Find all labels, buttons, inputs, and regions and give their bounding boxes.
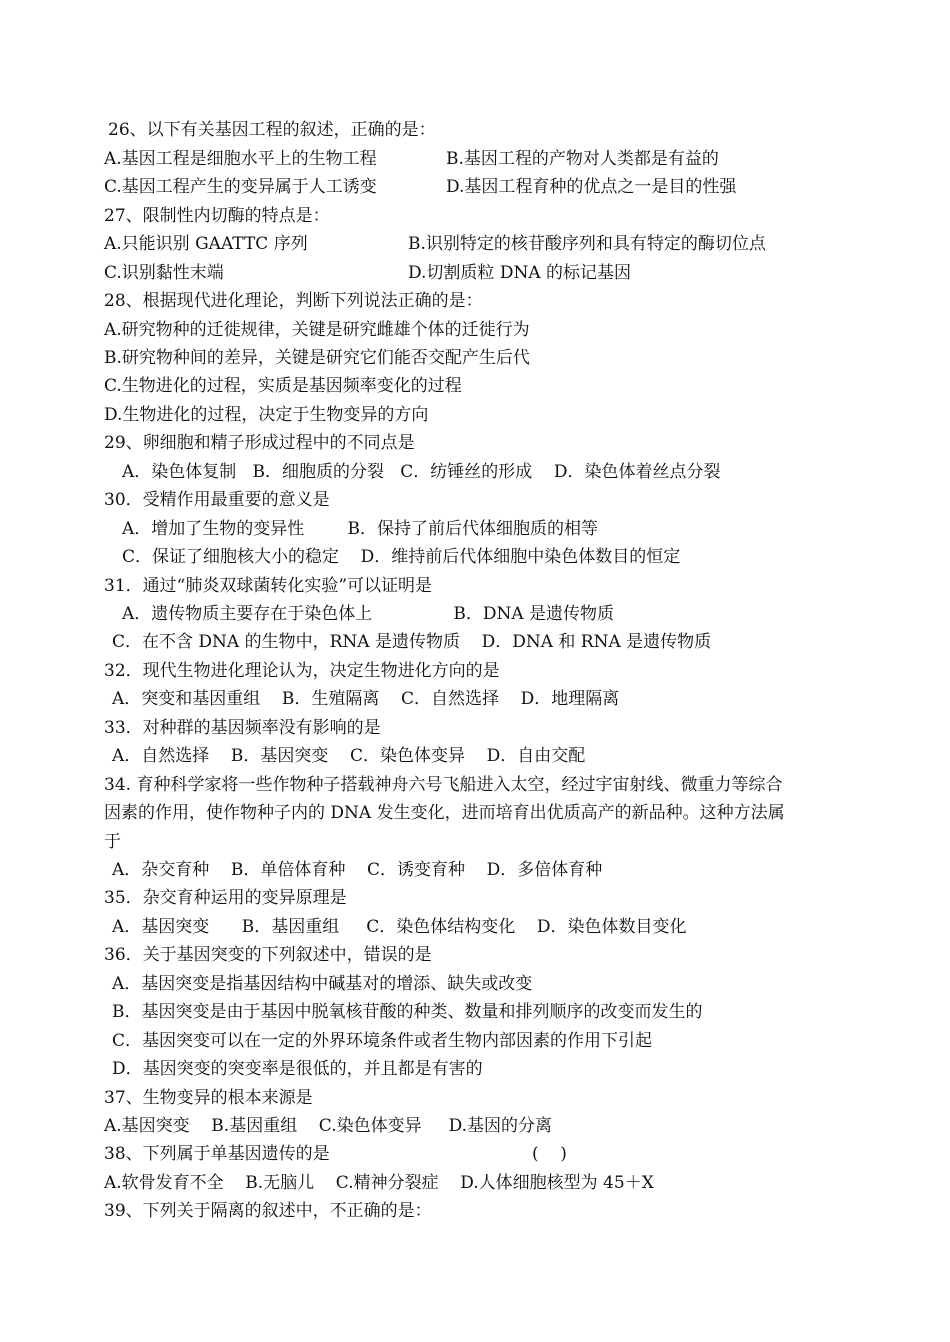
question-30-options-cd: C．保证了细胞核大小的稳定 D．维持前后代体细胞中染色体数目的恒定: [122, 547, 681, 567]
question-28-option-d: D.生物进化的过程，决定于生物变异的方向: [104, 405, 429, 425]
question-29-stem: 29、卵细胞和精子形成过程中的不同点是: [104, 433, 415, 453]
question-38-stem: 38、下列属于单基因遗传的是: [104, 1144, 330, 1164]
question-36-stem: 36．关于基因突变的下列叙述中，错误的是: [104, 945, 432, 965]
question-28-stem: 28、根据现代进化理论，判断下列说法正确的是：: [104, 291, 483, 311]
question-33-options: A．自然选择 B．基因突变 C．染色体变异 D．自由交配: [112, 746, 586, 766]
question-34-line-1: 34. 育种科学家将一些作物种子搭载神舟六号飞船进入太空，经过宇宙射线、微重力等综合: [104, 775, 783, 795]
question-27-option-b: B.识别特定的核苷酸序列和具有特定的酶切位点: [408, 234, 766, 254]
question-37-stem: 37、生物变异的根本来源是: [104, 1088, 313, 1108]
question-31-stem: 31．通过“肺炎双球菌转化实验”可以证明是: [104, 576, 433, 596]
question-29-options: A．染色体复制 B．细胞质的分裂 C．纺锤丝的形成 D．染色体着丝点分裂: [122, 462, 721, 482]
question-31-options-ab: A．遗传物质主要存在于染色体上 B．DNA 是遗传物质: [122, 604, 615, 624]
question-26-option-a: A.基因工程是细胞水平上的生物工程: [104, 149, 377, 169]
question-36-option-a: A．基因突变是指基因结构中碱基对的增添、缺失或改变: [112, 974, 533, 994]
question-28-option-a: A.研究物种的迁徙规律，关键是研究雌雄个体的迁徙行为: [104, 320, 530, 340]
question-27-stem: 27、限制性内切酶的特点是：: [104, 206, 330, 226]
question-35-stem: 35．杂交育种运用的变异原理是: [104, 888, 347, 908]
question-37-options: A.基因突变 B.基因重组 C.染色体变异 D.基因的分离: [104, 1116, 553, 1136]
question-27-option-a: A.只能识别 GAATTC 序列: [104, 234, 308, 254]
question-31-options-cd: C．在不含 DNA 的生物中，RNA 是遗传物质 D．DNA 和 RNA 是遗传物质: [112, 632, 712, 652]
question-38-answer-blank: ( ): [532, 1144, 567, 1164]
question-36-option-d: D．基因突变的突变率是很低的，并且都是有害的: [112, 1059, 483, 1079]
question-30-options-ab: A．增加了生物的变异性 B．保持了前后代体细胞质的相等: [122, 519, 598, 539]
question-26-stem: 26、以下有关基因工程的叙述，正确的是：: [108, 120, 436, 140]
question-32-stem: 32．现代生物进化理论认为，决定生物进化方向的是: [104, 661, 500, 681]
question-36-option-c: C．基因突变可以在一定的外界环境条件或者生物内部因素的作用下引起: [112, 1031, 653, 1051]
question-28-option-b: B.研究物种间的差异，关键是研究它们能否交配产生后代: [104, 348, 530, 368]
question-39-stem: 39、下列关于隔离的叙述中，不正确的是：: [104, 1201, 432, 1221]
question-34-line-2: 因素的作用，使作物种子内的 DNA 发生变化，进而培育出优质高产的新品种。这种方法属: [104, 803, 785, 823]
question-34-line-3: 于: [104, 832, 121, 852]
question-34-options: A．杂交育种 B．单倍体育种 C．诱变育种 D．多倍体育种: [112, 860, 603, 880]
question-32-options: A．突变和基因重组 B．生殖隔离 C．自然选择 D．地理隔离: [112, 689, 620, 709]
question-26-option-d: D.基因工程育种的优点之一是目的性强: [446, 177, 737, 197]
question-36-option-b: B．基因突变是由于基因中脱氧核苷酸的种类、数量和排列顺序的改变而发生的: [112, 1002, 703, 1022]
question-33-stem: 33．对种群的基因频率没有影响的是: [104, 718, 381, 738]
question-35-options: A．基因突变 B．基因重组 C．染色体结构变化 D．染色体数目变化: [112, 917, 687, 937]
question-30-stem: 30．受精作用最重要的意义是: [104, 490, 330, 510]
question-28-option-c: C.生物进化的过程，实质是基因频率变化的过程: [104, 376, 462, 396]
question-26-option-b: B.基因工程的产物对人类都是有益的: [446, 149, 719, 169]
question-38-options: A.软骨发育不全 B.无脑儿 C.精神分裂症 D.人体细胞核型为 45＋X: [104, 1173, 654, 1193]
question-27-option-d: D.切割质粒 DNA 的标记基因: [408, 263, 632, 283]
question-27-option-c: C.识别黏性末端: [104, 263, 224, 283]
question-26-option-c: C.基因工程产生的变异属于人工诱变: [104, 177, 377, 197]
